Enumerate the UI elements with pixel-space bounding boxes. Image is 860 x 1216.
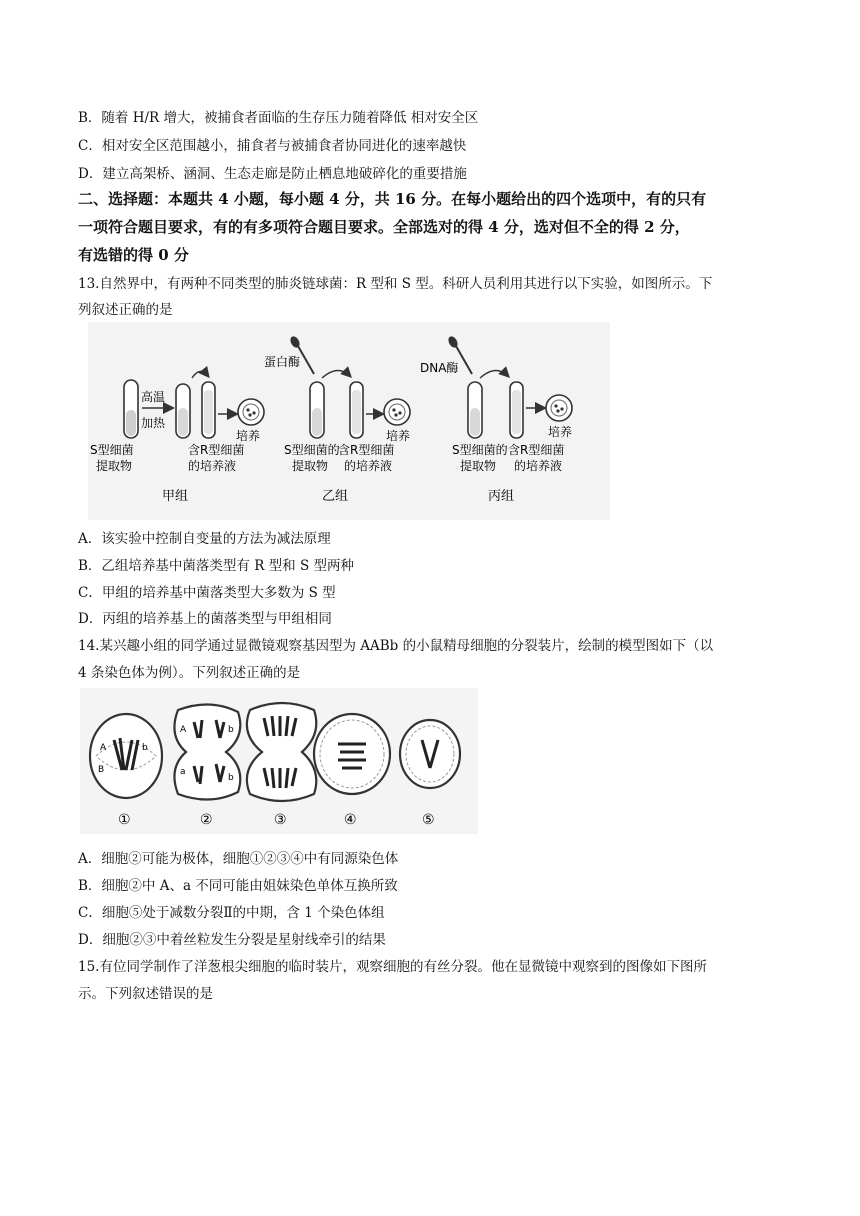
cell1-gene-b: B: [98, 765, 105, 775]
yi-source-line2: 提取物: [292, 459, 329, 473]
q13-stem-line2: 列叙述正确的是: [78, 302, 173, 318]
yi-medium-line2: 的培养液: [344, 459, 393, 473]
cell-label-4: ④: [344, 812, 357, 828]
jia-group-label: 甲组: [162, 489, 189, 504]
jia-culture-label: 培养: [236, 429, 261, 443]
yi-culture-label: 培养: [386, 429, 411, 443]
bing-source-line1: S型细菌的: [452, 443, 508, 457]
bing-medium-line1: 含R型细菌: [508, 443, 565, 457]
yi-source-line1: S型细菌的: [284, 443, 340, 457]
q12-option-c: C．相对安全区范围越小，捕食者与被捕食者协同进化的速率越快: [78, 138, 467, 154]
q13-stem-line1: 13.自然界中，有两种不同类型的肺炎链球菌：R 型和 S 型。科研人员利用其进行以下实验，如图所示。下: [78, 276, 713, 292]
section2-heading-line2: 一项符合题目要求，有的有多项符合题目要求。全部选对的得 4 分，选对但不全的得 2 分，: [78, 218, 690, 236]
q14-option-b: B．细胞②中 A、a 不同可能由姐妹染色单体互换所致: [78, 878, 398, 894]
cell-1: [90, 714, 162, 798]
q13-option-b: B．乙组培养基中菌落类型有 R 型和 S 型两种: [78, 558, 354, 574]
q13-option-d: D．丙组的培养基上的菌落类型与甲组相同: [78, 611, 332, 627]
jia-medium-line2: 的培养液: [188, 459, 237, 473]
jia-heat-label-1: 高温: [141, 390, 166, 404]
cell1-gene-lower-b: b: [142, 743, 148, 753]
bing-medium-line2: 的培养液: [514, 459, 563, 473]
yi-medium-line1: 含R型细菌: [338, 443, 395, 457]
jia-heat-label-2: 加热: [141, 416, 166, 430]
cell-label-1: ①: [118, 812, 131, 828]
q15-stem-line1: 15.有位同学制作了洋葱根尖细胞的临时装片，观察细胞的有丝分裂。他在显微镜中观察到的图像如下图所: [78, 959, 707, 975]
q12-option-b: B．随着 H/R 增大，被捕食者面临的生存压力随着降低 相对安全区: [78, 110, 479, 126]
cell-4: [314, 714, 390, 794]
yi-group-label: 乙组: [322, 489, 349, 504]
cell2-gene-b-lower: b: [228, 773, 234, 783]
q13-experiment-figure: [88, 322, 610, 520]
cell-label-5: ⑤: [422, 812, 435, 828]
cell2-gene-a-upper: A: [180, 725, 187, 735]
q13-option-c: C．甲组的培养基中菌落类型大多数为 S 型: [78, 585, 336, 601]
q14-option-c: C．细胞⑤处于减数分裂Ⅱ的中期，含 1 个染色体组: [78, 905, 385, 921]
cell2-gene-b-upper: b: [228, 725, 234, 735]
q12-option-d: D．建立高架桥、涵洞、生态走廊是防止栖息地破碎化的重要措施: [78, 166, 467, 182]
q14-stem-line2: 4 条染色体为例）。下列叙述正确的是: [78, 665, 301, 681]
yi-enzyme-label: 蛋白酶: [264, 355, 301, 369]
q14-stem-line1: 14.某兴趣小组的同学通过显微镜观察基因型为 AABb 的小鼠精母细胞的分裂装片，绘制的模型图如下（以: [78, 638, 714, 654]
cell-5: [400, 720, 460, 788]
q13-option-a: A．该实验中控制自变量的方法为减法原理: [78, 531, 331, 547]
cell1-gene-a: A: [100, 743, 107, 753]
jia-medium-line1: 含R型细菌: [188, 443, 245, 457]
q14-option-a: A．细胞②可能为极体，细胞①②③④中有同源染色体: [78, 851, 399, 867]
bing-culture-label: 培养: [548, 425, 573, 439]
bing-enzyme-label: DNA酶: [420, 361, 459, 375]
cell-label-3: ③: [274, 812, 287, 828]
cell-label-2: ②: [200, 812, 213, 828]
jia-source-line2: 提取物: [96, 459, 133, 473]
bing-source-line2: 提取物: [460, 459, 497, 473]
jia-source-line1: S型细菌: [90, 443, 134, 457]
bing-group-label: 丙组: [488, 489, 515, 504]
section2-heading-line1: 二、选择题：本题共 4 小题，每小题 4 分，共 16 分。在每小题给出的四个选项中，有的只有: [78, 190, 707, 208]
q14-option-d: D．细胞②③中着丝粒发生分裂是星射线牵引的结果: [78, 932, 386, 948]
section2-heading-line3: 有选错的得 0 分: [78, 246, 189, 264]
cell2-gene-a-lower: a: [180, 767, 186, 777]
q15-stem-line2: 示。下列叙述错误的是: [78, 986, 213, 1002]
q14-cell-division-figure: [80, 688, 478, 834]
